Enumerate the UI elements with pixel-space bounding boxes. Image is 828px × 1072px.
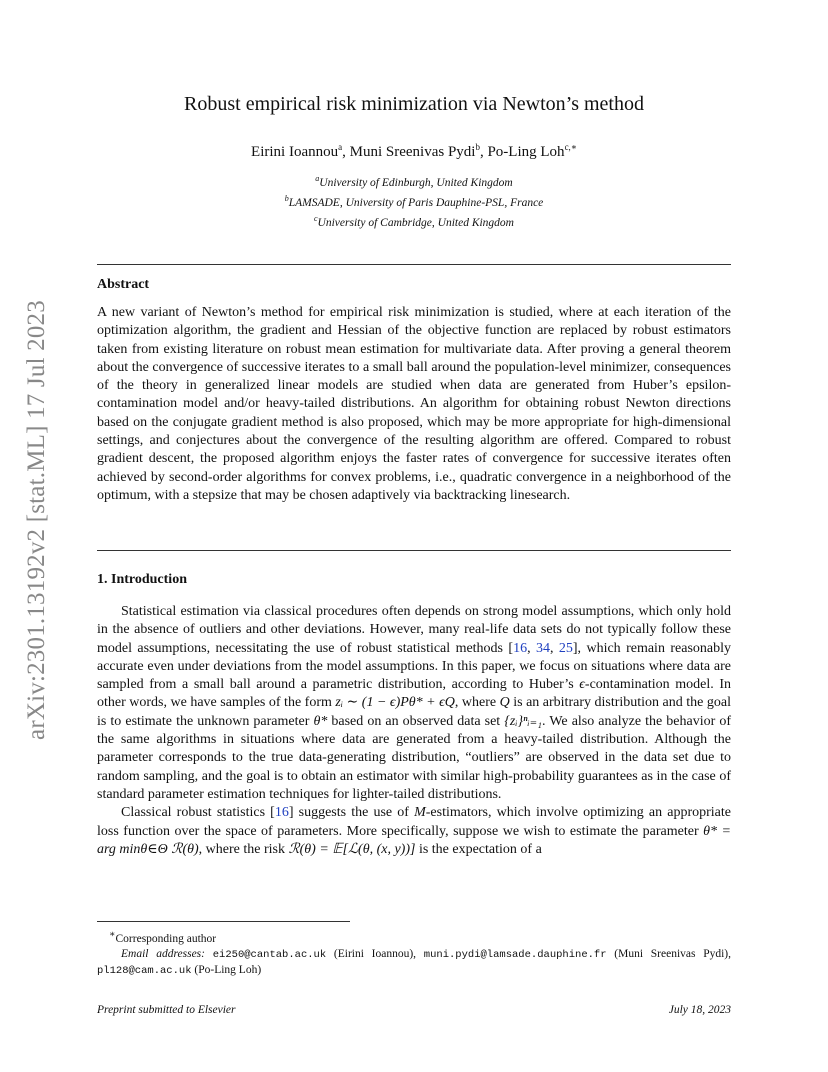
affiliation-list bbox=[0, 171, 828, 230]
email-link[interactable]: ei250@cantab.ac.uk bbox=[212, 948, 327, 961]
footnote-emails: Email addresses: ei250@cantab.ac.uk (Eirini Ioannou), muni.pydi@lamsade.dauphine.fr (Muni Sreenivas Pydi), pl128@cam.ac.uk (Po-Ling Loh) bbox=[97, 947, 732, 977]
abstract-heading: Abstract bbox=[97, 277, 150, 292]
affiliation-line: $^c$University of Cambridge, United Kingdom bbox=[313, 213, 514, 229]
section-heading: 1. Introduction bbox=[97, 572, 187, 587]
arxiv-identifier: arXiv:2301.13192v2 [stat.ML] 17 Jul 2023 bbox=[23, 300, 50, 740]
abstract-bottom-rule bbox=[97, 550, 731, 551]
footnotes bbox=[97, 927, 731, 979]
citation-link[interactable]: 16 bbox=[274, 805, 289, 821]
abstract-body: A new variant of Newton’s method for empirical risk minimization is studied, where at each iteration of the optimization algorithm, the gradient and Hessian of the objective function are replaced by robust estimators taken from existing literature on robust mean estimation for multivariate data. After proving a general theorem about the convergence of successive iterates to a small ball around the population-level minimizer, consequences of the theory in generalized linear models are studied when data are generated from Huber’s epsilon-contamination model and/or heavy-tailed distributions. An algorithm for obtaining robust Newton directions based on the conjugate gradient method is also proposed, which may be more appropriate for high-dimensional settings, and conjectures about the convergence of the resulting algorithm are offered. Compared to robust gradient descent, the proposed algorithm enjoys the faster rates of convergence for successive iterates often achieved by second-order algorithms for convex problems, i.e., quadratic convergence in a neighborhood of the optimum, with a stepsize that may be chosen adaptively via backtracking linesearch. bbox=[97, 305, 731, 503]
arxiv-sidebar bbox=[14, 290, 60, 750]
author-name: Eirini Ioannou bbox=[251, 144, 339, 160]
author-name: Po-Ling Loh bbox=[487, 144, 565, 160]
footer-preprint-note: Preprint submitted to Elsevier bbox=[97, 1004, 236, 1016]
affiliation-line: $^b$LAMSADE, University of Paris Dauphine-PSL, France bbox=[284, 193, 544, 209]
paper-title: Robust empirical risk minimization via Newton’s method bbox=[184, 93, 644, 115]
email-link[interactable]: pl128@cam.ac.uk bbox=[97, 964, 192, 977]
author-mark: c,∗ bbox=[564, 142, 577, 152]
abstract-top-rule bbox=[97, 264, 731, 265]
citation-link[interactable]: 34 bbox=[535, 640, 550, 656]
citation-link[interactable]: 25 bbox=[558, 640, 573, 656]
paragraph: Statistical estimation via classical procedures often depends on strong model assumptions, which only hold in the absence of outliers and other deviations. However, many real-life data sets do not typically follow these model assumptions, necessitating the use of robust statistical methods [16, 34, 25], which remain reasonably accurate even under deviations from the model assumptions. In this paper, we focus on situations where data are sampled from a small ball around a parametric distribution, according to Huber’s ϵ-contamination model. In other words, we have samples of the form zᵢ ∼ (1 − ϵ)Pθ* + ϵQ, where Q is an arbitrary distribution and the goal is to estimate the unknown parameter θ* based on an observed data set {zᵢ}ⁿᵢ₌₁. We also analyze the behavior of the same algorithms in situations where data are generated from a heavy-tailed distribution. Although the parameter corresponds to the true data-generating distribution, “outliers” are observed in the data set due to random sampling, and the goal is to obtain an estimator with similar high-probability guarantees as in the case of standard parameter estimation techniques for lighter-tailed distributions. bbox=[97, 604, 731, 802]
footnote-corresponding: ∗Corresponding author bbox=[109, 929, 217, 945]
author-name: Muni Sreenivas Pydi bbox=[349, 144, 476, 160]
footnote-rule bbox=[97, 921, 350, 922]
email-link[interactable]: muni.pydi@lamsade.dauphine.fr bbox=[423, 948, 607, 961]
introduction-body bbox=[97, 603, 731, 859]
math-inline: θ* = arg minθ∈Θ ℛ(θ) bbox=[97, 823, 731, 857]
math-inline: ℛ(θ) = 𝔼[ℒ(θ, (x, y))] bbox=[288, 841, 416, 857]
footer-date: July 18, 2023 bbox=[668, 1004, 731, 1016]
math-inline: zᵢ ∼ (1 − ϵ)Pθ* + ϵQ bbox=[335, 695, 455, 711]
author-mark: a bbox=[338, 142, 343, 152]
author-list: Eirini Ioannou$^a$, Muni Sreenivas Pydi$^b$, Po-Ling Loh$^{c,∗}$ bbox=[251, 142, 577, 160]
author-mark: b bbox=[475, 142, 480, 152]
math-inline: {zᵢ}ⁿᵢ₌₁ bbox=[504, 713, 543, 729]
citation-link[interactable]: 16 bbox=[513, 640, 528, 656]
paragraph: Classical robust statistics [16] suggests the use of M-estimators, which involve optimizing an appropriate loss function over the space of parameters. More specifically, suppose we wish to estimate the parameter θ* = arg minθ∈Θ ℛ(θ), where the risk ℛ(θ) = 𝔼[ℒ(θ, (x, y))] is the expectation of a bbox=[97, 805, 731, 857]
affiliation-line: $^a$University of Edinburgh, United Kingdom bbox=[315, 174, 513, 189]
